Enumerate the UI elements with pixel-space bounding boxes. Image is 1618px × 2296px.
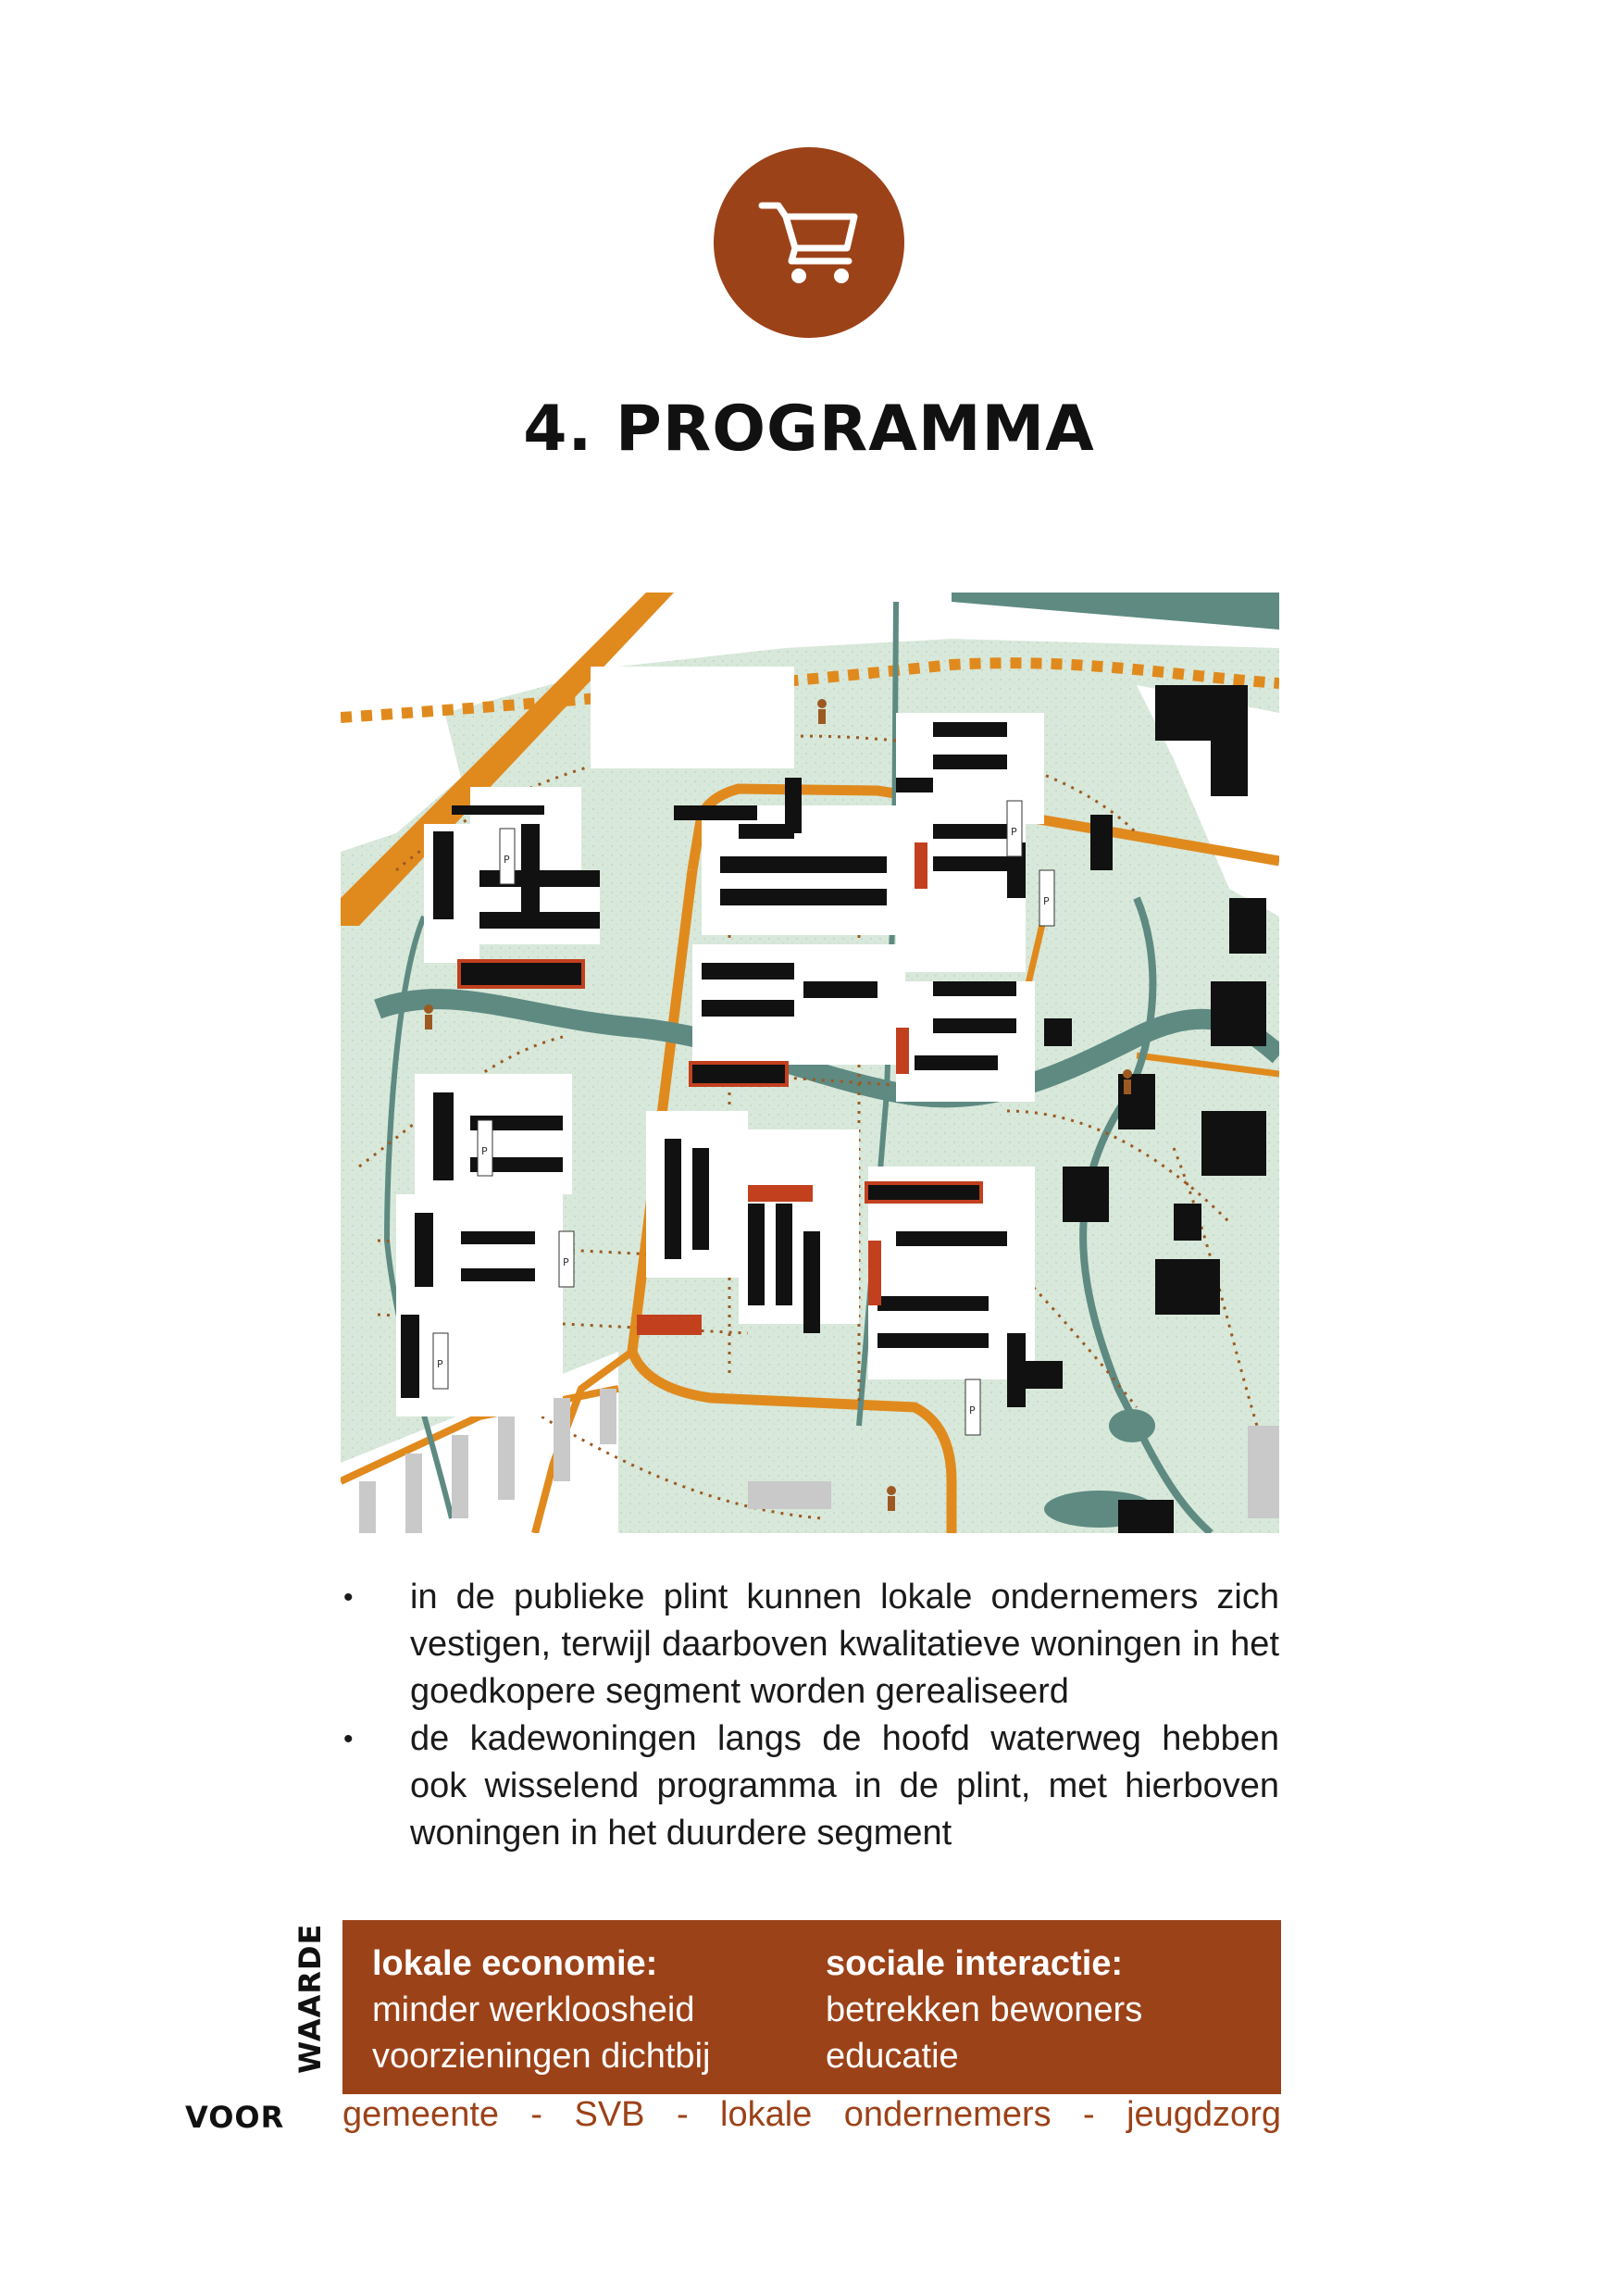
program-bullet-list: [341, 1574, 1279, 1857]
bullet-item: • in de publieke plint kunnen lokale ondernemers zich vestigen, terwijl daarboven kwalitatieve woningen in het goedkopere segment worden gerealiseerd: [341, 1574, 1279, 1716]
value-line: minder werkloosheid: [372, 1990, 695, 2029]
parking-label: P: [1011, 826, 1017, 838]
value-line: voorzieningen dichtbij: [372, 2037, 711, 2076]
stakeholder-item: ondernemers: [843, 2095, 1052, 2134]
value-column-social: [826, 1940, 1142, 2079]
stakeholder-item: jeugdzorg: [1126, 2095, 1281, 2134]
stakeholder-item: SVB: [574, 2095, 645, 2134]
parking-label: P: [481, 1145, 488, 1157]
stakeholder-item: gemeente: [342, 2095, 500, 2134]
value-line: betrekken bewoners: [826, 1990, 1143, 2029]
shopping-cart-icon: [758, 196, 860, 289]
bullet-item: • de kadewoningen langs de hoofd waterweg hebben ook wisselend programma in de plint, met hierboven woningen in het duurdere segment: [341, 1716, 1279, 1857]
page-title: 4. PROGRAMMA: [523, 393, 1095, 466]
separator: -: [676, 2095, 689, 2134]
parking-label: P: [437, 1358, 443, 1370]
stakeholder-item: lokale: [720, 2095, 813, 2134]
value-heading: lokale economie:: [372, 1944, 658, 1983]
value-heading: sociale interactie:: [826, 1944, 1124, 1983]
separator: -: [1083, 2095, 1095, 2134]
parking-label: P: [504, 854, 510, 866]
value-column-economy: [372, 1940, 710, 2079]
value-line: educatie: [826, 2037, 959, 2076]
separator: -: [530, 2095, 543, 2134]
parking-label: P: [563, 1256, 569, 1268]
parking-label: P: [1043, 895, 1050, 907]
program-icon-badge: [714, 147, 904, 338]
stakeholder-list: [342, 2095, 1281, 2135]
for-label: VOOR: [185, 2100, 285, 2135]
value-side-label: WAARDE: [292, 1923, 328, 2074]
parking-label: P: [969, 1404, 976, 1416]
value-box: [342, 1920, 1281, 2094]
site-plan-map: [341, 593, 1279, 1533]
pond: [1109, 1409, 1155, 1442]
